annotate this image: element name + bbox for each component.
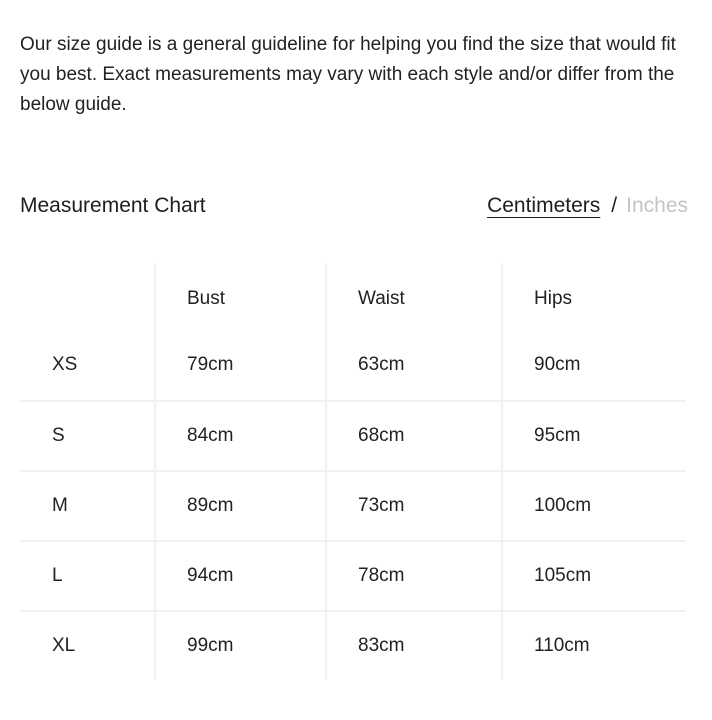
hips-value: 110cm [501, 610, 686, 680]
column-header-hips: Hips [501, 263, 686, 330]
size-label: L [20, 540, 154, 610]
waist-value: 63cm [325, 330, 501, 400]
inches-toggle[interactable]: Inches [626, 194, 688, 217]
table-row [20, 400, 686, 470]
waist-value: 73cm [325, 470, 501, 540]
table-row [20, 610, 686, 680]
column-header-waist: Waist [325, 263, 501, 330]
size-label: M [20, 470, 154, 540]
waist-value: 78cm [325, 540, 501, 610]
bust-value: 89cm [154, 470, 325, 540]
hips-value: 90cm [501, 330, 686, 400]
table-header-row [20, 263, 686, 330]
waist-value: 68cm [325, 400, 501, 470]
size-guide-intro: Our size guide is a general guideline for helping you find the size that would fit you best. Exact measurements may vary with each style and/or differ from the below guide. [20, 34, 676, 115]
table-row [20, 470, 686, 540]
size-label: XL [20, 610, 154, 680]
measurement-chart-title: Measurement Chart [20, 194, 206, 217]
hips-value: 100cm [501, 470, 686, 540]
bust-value: 79cm [154, 330, 325, 400]
table-row [20, 330, 686, 400]
size-label: XS [52, 354, 78, 375]
column-header-size [20, 263, 154, 330]
bust-value: 99cm [154, 610, 325, 680]
measurement-chart-header [20, 190, 688, 222]
hips-value: 105cm [501, 540, 686, 610]
waist-value: 83cm [325, 610, 501, 680]
centimeters-toggle[interactable]: Centimeters [487, 194, 601, 217]
size-measurement-table [20, 263, 686, 680]
table-row [20, 540, 686, 610]
hips-value: 95cm [501, 400, 686, 470]
column-header-bust: Bust [154, 263, 325, 330]
unit-toggle [487, 194, 688, 218]
bust-value: 84cm [154, 400, 325, 470]
bust-value: 94cm [154, 540, 325, 610]
unit-separator: / [611, 194, 618, 217]
size-label: S [20, 400, 154, 470]
